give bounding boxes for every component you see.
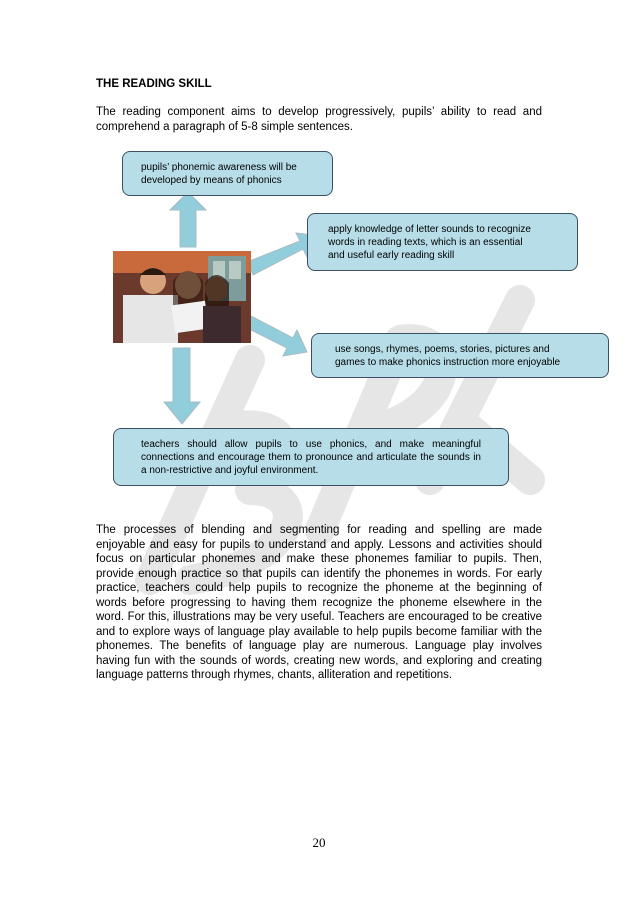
children-reading-photo [113,251,251,343]
phonemic-awareness-box [122,151,333,196]
arrow-up-icon [170,192,206,247]
body-paragraph: The processes of blending and segmenting for reading and spelling are made enjoyable and easy for pupils to understand and apply. Lessons and activities should focus on particular phonemes and make these phonemes familiar to pupils. Then, provide enough practice so that pupils can identify the phonemes in words. For early practice, teachers could help pupils to recognize the phoneme at the beginning of words before progressing to having them recognize the phoneme elsewhere in the word. For this, illustrations may be very useful. Teachers are encouraged to be creative and to explore ways of language play available to help pupils become familiar with the phonemes. The benefits of language play are numerous. Language play involves having fun with the sounds of words, creating new words, and exploring and creating language patterns through rhymes, chants, alliteration and repetitions. [96,524,542,681]
box-line: apply knowledge of letter sounds to recognize [328,224,531,235]
box-line: games to make phonics instruction more enjoyable [335,357,561,368]
teachers-allow-box: teachers should allow pupils to use phonics, and make meaningful connections and encourage them to pronounce and articulate the sounds in a non-restrictive and joyful environment. [113,428,509,486]
page-number: 20 [312,835,326,850]
box-line: words in reading texts, which is an essential [328,237,523,248]
box-line: developed by means of phonics [141,175,282,186]
intro-paragraph: The reading component aims to develop progressively, pupils’ ability to read and comprehend a paragraph of 5-8 simple sentences. [96,106,542,133]
letter-sounds-box [307,213,578,271]
box-line: and useful early reading skill [328,250,455,261]
box-line: use songs, rhymes, poems, stories, pictures and [335,344,550,355]
box-line: pupils’ phonemic awareness will be [141,162,297,173]
arrow-down-icon [164,348,200,424]
songs-rhymes-box [311,333,609,378]
arrow-lower-right-icon [245,316,307,356]
section-heading: THE READING SKILL [96,78,212,90]
